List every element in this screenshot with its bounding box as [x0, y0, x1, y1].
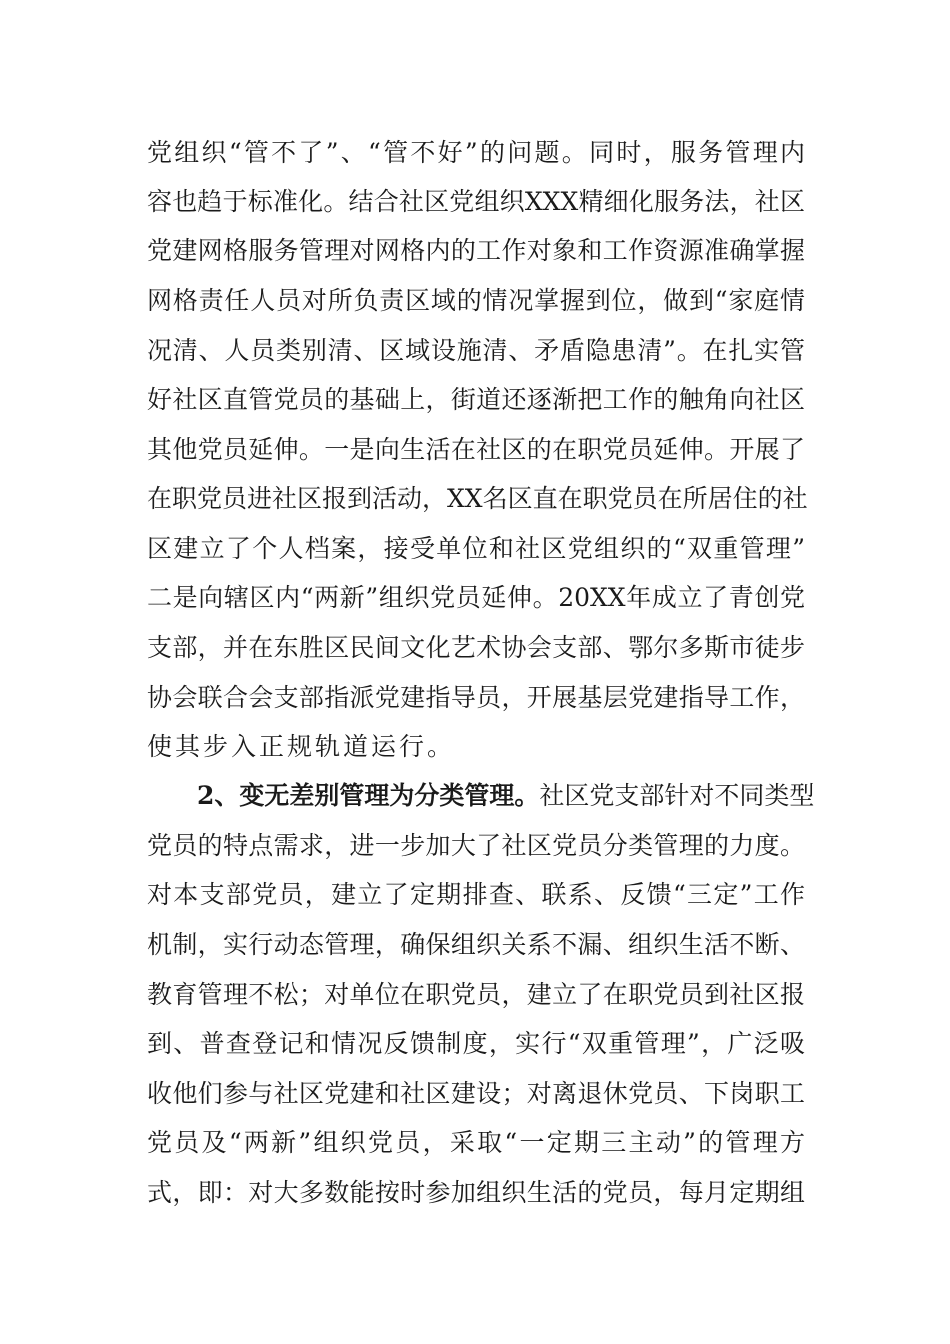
- body-line: 式，即：对大多数能按时参加组织生活的党员，每月定期组: [147, 1178, 805, 1207]
- body-line: 容也趋于标准化。结合社区党组织XXX精细化服务法，社区: [147, 187, 805, 216]
- section-heading: 2、变无差别管理为分类管理。: [197, 781, 540, 810]
- body-line: 党员的特点需求，进一步加大了社区党员分类管理的力度。: [147, 831, 805, 860]
- body-line: 支部，并在东胜区民间文化艺术协会支部、鄂尔多斯市徒步: [147, 633, 805, 662]
- body-line: 党建网格服务管理对网格内的工作对象和工作资源准确掌握: [147, 236, 805, 265]
- body-line: 到、普查登记和情况反馈制度，实行“双重管理”，广泛吸: [147, 1029, 805, 1058]
- body-line: 机制，实行动态管理，确保组织关系不漏、组织生活不断、: [147, 930, 805, 959]
- body-line: 况清、人员类别清、区域设施清、矛盾隐患清”。在扎实管: [147, 336, 805, 365]
- body-line: 教育管理不松；对单位在职党员，建立了在职党员到社区报: [147, 980, 805, 1009]
- body-line: 对本支部党员，建立了定期排查、联系、反馈“三定”工作: [147, 880, 805, 909]
- body-line: 使其步入正规轨道运行。: [147, 732, 456, 761]
- body-line: 二是向辖区内“两新”组织党员延伸。20XX年成立了青创党: [147, 583, 805, 612]
- body-line: 好社区直管党员的基础上，街道还逐渐把工作的触角向社区: [147, 385, 805, 414]
- body-line: 区建立了个人档案，接受单位和社区党组织的“双重管理”: [147, 534, 805, 563]
- section-heading-line: [197, 781, 815, 811]
- body-line: 党员及“两新”组织党员，采取“一定期三主动”的管理方: [147, 1128, 805, 1157]
- body-line: 党组织“管不了”、“管不好”的问题。同时，服务管理内: [147, 138, 805, 167]
- body-line: 协会联合会支部指派党建指导员，开展基层党建指导工作，: [147, 683, 805, 712]
- body-line: 其他党员延伸。一是向生活在社区的在职党员延伸。开展了: [147, 435, 805, 464]
- body-line: 网格责任人员对所负责区域的情况掌握到位，做到“家庭情: [147, 286, 805, 315]
- body-line: 收他们参与社区党建和社区建设；对离退休党员、下岗职工: [147, 1079, 805, 1108]
- body-line: 在职党员进社区报到活动，XX名区直在职党员在所居住的社: [147, 484, 808, 513]
- section-heading-rest: 社区党支部针对不同类型: [539, 781, 815, 810]
